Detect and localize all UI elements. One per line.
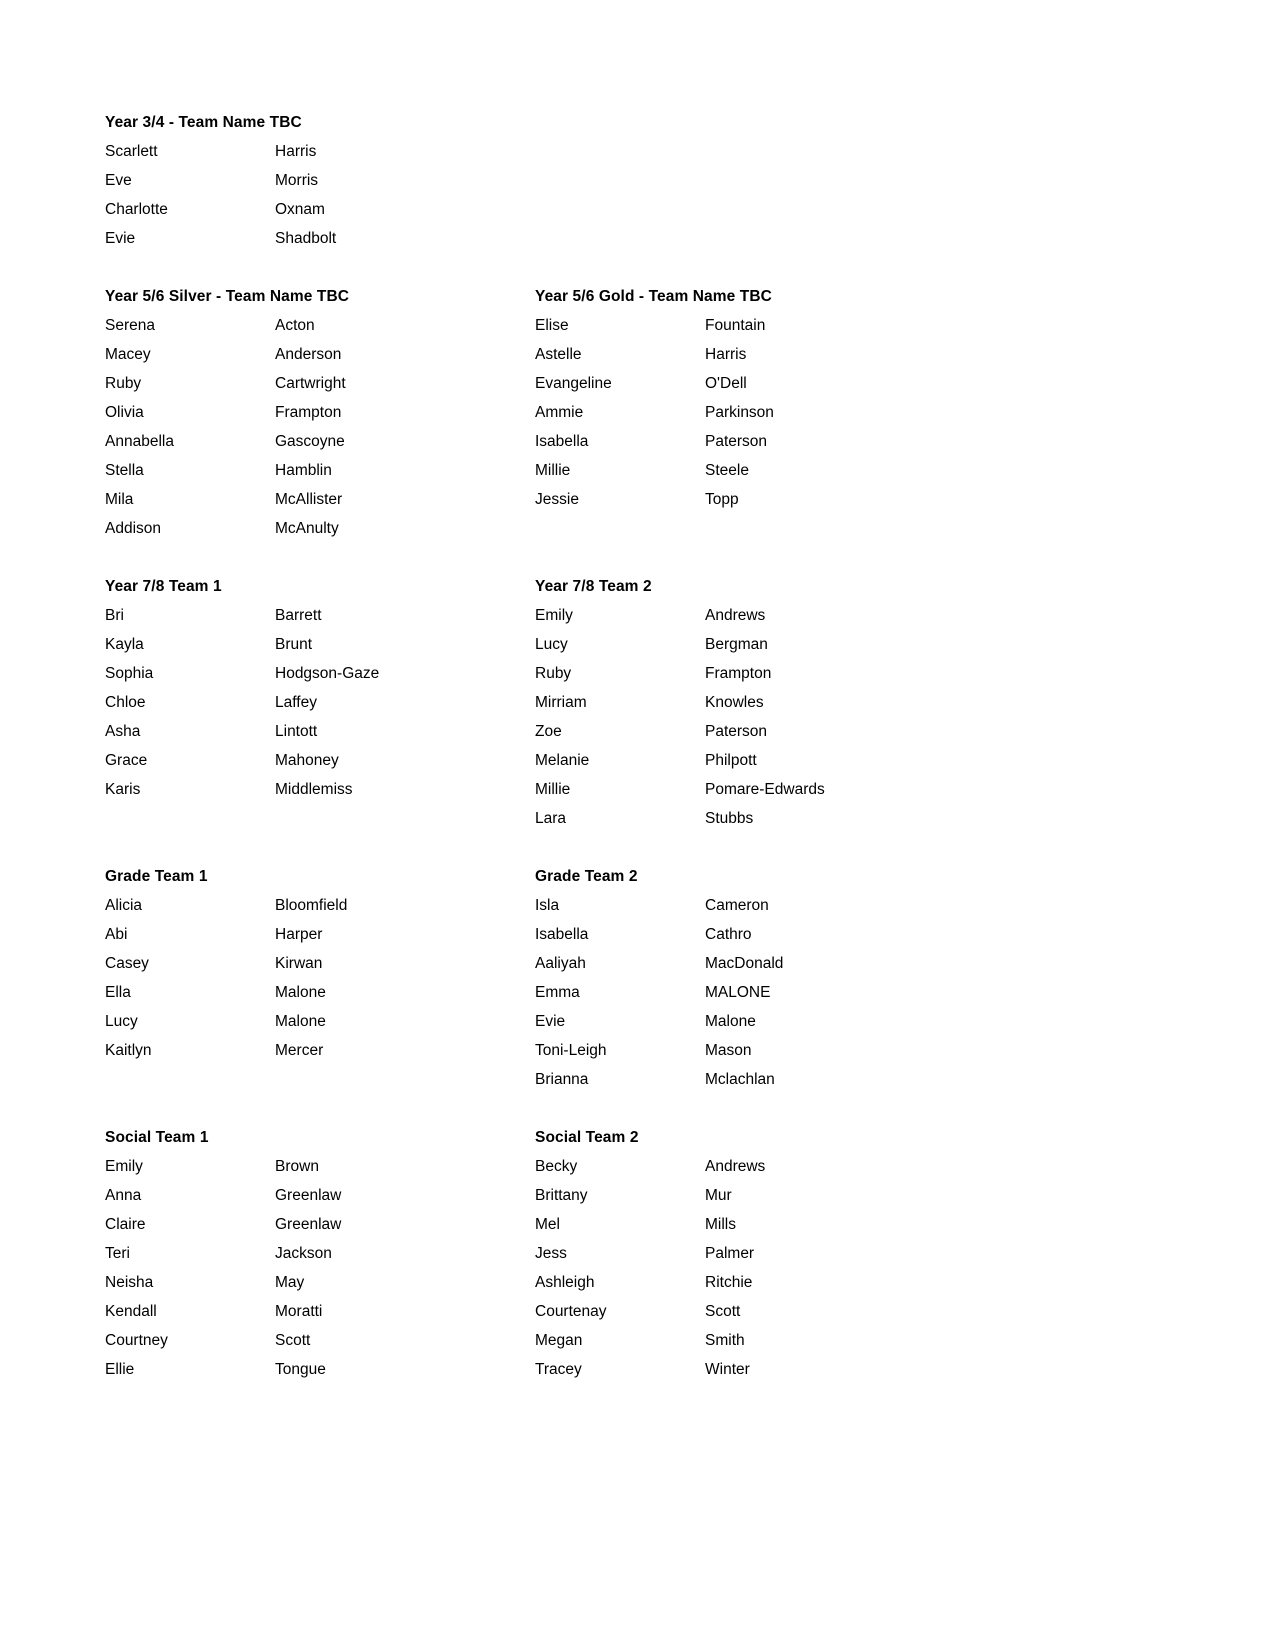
member-first-name: Mel [535,1216,560,1233]
member-row [535,427,965,456]
section-spacer [105,833,1170,862]
member-row [535,949,965,978]
member-row [535,804,965,833]
member-last-name: Mercer [275,1042,324,1059]
member-row [535,978,965,1007]
team-section-row [105,572,1170,833]
team-section-row [105,862,1170,1094]
member-first-name: Neisha [105,1274,154,1291]
member-last-name: Cameron [705,897,769,914]
member-first-name: Sophia [105,665,154,682]
member-first-name: Toni-Leigh [535,1042,607,1059]
member-first-name: Lucy [105,1013,138,1030]
member-last-name: Frampton [275,404,342,421]
member-last-name: Andrews [705,607,766,624]
member-first-name: Asha [105,723,141,740]
team-column-right [535,572,965,833]
team-column-left [105,572,535,804]
member-row [105,891,535,920]
team-column-left [105,282,535,543]
member-last-name: Lintott [275,723,318,740]
member-row [105,1239,535,1268]
team-block [105,282,535,543]
member-row [535,717,965,746]
member-first-name: Abi [105,926,128,943]
member-first-name: Anna [105,1187,142,1204]
member-first-name: Olivia [105,404,144,421]
member-row [105,311,535,340]
member-last-name: Brown [275,1158,319,1175]
team-section-row [105,282,1170,543]
member-first-name: Isla [535,897,560,914]
member-last-name: Morris [275,172,319,189]
member-last-name: Scott [275,1332,311,1349]
member-last-name: McAllister [275,491,343,508]
member-last-name: Pomare-Edwards [705,781,825,798]
member-row [105,1210,535,1239]
team-column-right [535,1123,965,1384]
member-last-name: Middlemiss [275,781,353,798]
member-last-name: Hodgson-Gaze [275,665,380,682]
member-last-name: Paterson [705,723,768,740]
member-first-name: Elise [535,317,569,334]
team-block [105,1123,535,1384]
member-row [105,920,535,949]
member-last-name: Malone [275,1013,326,1030]
team-lists-container [105,108,1170,1384]
member-first-name: Evie [105,230,136,247]
team-block [535,1123,965,1384]
member-row [535,775,965,804]
member-row [105,224,535,253]
member-first-name: Claire [105,1216,146,1233]
member-last-name: Harris [705,346,747,363]
member-first-name: Lucy [535,636,568,653]
member-last-name: Moratti [275,1303,323,1320]
team-title: Year 3/4 - Team Name TBC [105,114,302,131]
member-first-name: Tracey [535,1361,582,1378]
member-last-name: Topp [705,491,739,508]
member-first-name: Brianna [535,1071,589,1088]
member-last-name: Anderson [275,346,342,363]
member-last-name: Shadbolt [275,230,337,247]
member-last-name: Cathro [705,926,752,943]
member-last-name: Barrett [275,607,322,624]
member-first-name: Ashleigh [535,1274,595,1291]
member-row [535,1297,965,1326]
member-first-name: Isabella [535,926,589,943]
member-last-name: Acton [275,317,315,334]
member-first-name: Scarlett [105,143,158,160]
member-last-name: Knowles [705,694,764,711]
member-first-name: Becky [535,1158,578,1175]
member-row [105,1268,535,1297]
member-row [105,630,535,659]
member-row [105,485,535,514]
member-row [535,398,965,427]
team-column-right [535,282,965,514]
member-row [105,978,535,1007]
member-row [535,1036,965,1065]
section-spacer [105,543,1170,572]
member-first-name: Casey [105,955,149,972]
member-row [105,456,535,485]
team-block [105,572,535,804]
member-row [535,1239,965,1268]
team-column-right [535,862,965,1094]
member-row [535,1065,965,1094]
member-row [535,659,965,688]
member-first-name: Ruby [535,665,572,682]
member-row [105,717,535,746]
member-first-name: Emily [105,1158,143,1175]
team-block [535,282,965,514]
member-first-name: Lara [535,810,567,827]
member-first-name: Ammie [535,404,584,421]
member-last-name: Philpott [705,752,757,769]
member-first-name: Jess [535,1245,567,1262]
member-row [105,1297,535,1326]
member-row [105,514,535,543]
member-row [105,369,535,398]
member-last-name: Greenlaw [275,1187,342,1204]
member-row [535,1152,965,1181]
team-block [535,862,965,1094]
member-first-name: Evie [535,1013,566,1030]
member-first-name: Jessie [535,491,579,508]
member-first-name: Astelle [535,346,582,363]
member-last-name: Brunt [275,636,313,653]
member-row [105,659,535,688]
team-block [535,572,965,833]
member-last-name: Greenlaw [275,1216,342,1233]
team-title: Grade Team 2 [535,868,638,885]
member-last-name: Steele [705,462,749,479]
team-title: Social Team 1 [105,1129,209,1146]
member-row [105,1007,535,1036]
member-row [535,485,965,514]
member-row [105,340,535,369]
team-title: Year 5/6 Silver - Team Name TBC [105,288,350,305]
member-first-name: Emma [535,984,580,1001]
member-last-name: Cartwright [275,375,346,392]
member-last-name: Ritchie [705,1274,753,1291]
member-row [535,1210,965,1239]
member-last-name: Gascoyne [275,433,345,450]
member-row [105,195,535,224]
member-row [535,746,965,775]
member-first-name: Alicia [105,897,143,914]
team-title: Year 5/6 Gold - Team Name TBC [535,288,772,305]
team-title: Social Team 2 [535,1129,639,1146]
member-last-name: Laffey [275,694,317,711]
member-row [105,398,535,427]
member-first-name: Isabella [535,433,589,450]
member-row [535,601,965,630]
member-last-name: O'Dell [705,375,747,392]
member-last-name: Malone [275,984,326,1001]
member-row [105,1036,535,1065]
member-last-name: Jackson [275,1245,332,1262]
team-column-left [105,862,535,1065]
member-first-name: Ruby [105,375,142,392]
member-first-name: Chloe [105,694,146,711]
member-last-name: Bloomfield [275,897,348,914]
member-row [105,1355,535,1384]
member-last-name: Harper [275,926,323,943]
member-row [105,601,535,630]
member-first-name: Eve [105,172,132,189]
member-last-name: MacDonald [705,955,784,972]
member-last-name: Tongue [275,1361,326,1378]
member-first-name: Teri [105,1245,130,1262]
team-block [105,108,535,253]
member-row [105,1326,535,1355]
team-block [105,862,535,1065]
member-last-name: McAnulty [275,520,339,537]
member-first-name: Kendall [105,1303,157,1320]
member-first-name: Karis [105,781,141,798]
section-spacer [105,1094,1170,1123]
member-last-name: Bergman [705,636,768,653]
member-first-name: Courtenay [535,1303,607,1320]
member-first-name: Stella [105,462,144,479]
team-section-row [105,108,1170,253]
member-first-name: Mirriam [535,694,587,711]
member-first-name: Charlotte [105,201,168,218]
member-row [535,1355,965,1384]
member-last-name: Mclachlan [705,1071,775,1088]
member-row [535,920,965,949]
member-row [535,311,965,340]
member-last-name: Palmer [705,1245,755,1262]
member-first-name: Courtney [105,1332,168,1349]
member-last-name: Stubbs [705,810,754,827]
member-first-name: Megan [535,1332,583,1349]
member-last-name: Andrews [705,1158,766,1175]
member-last-name: Winter [705,1361,750,1378]
member-first-name: Millie [535,781,571,798]
member-row [105,166,535,195]
member-row [535,891,965,920]
member-row [105,688,535,717]
member-first-name: Evangeline [535,375,612,392]
member-last-name: Parkinson [705,404,774,421]
member-last-name: Fountain [705,317,766,334]
member-first-name: Ellie [105,1361,135,1378]
member-last-name: Malone [705,1013,756,1030]
member-first-name: Grace [105,752,148,769]
member-row [535,1268,965,1297]
section-spacer [105,253,1170,282]
member-last-name: Oxnam [275,201,325,218]
member-last-name: Mahoney [275,752,339,769]
member-first-name: Addison [105,520,162,537]
member-row [105,1181,535,1210]
member-first-name: Annabella [105,433,174,450]
member-last-name: Mills [705,1216,736,1233]
team-title: Year 7/8 Team 2 [535,578,652,595]
member-first-name: Zoe [535,723,562,740]
team-title: Year 7/8 Team 1 [105,578,222,595]
member-first-name: Serena [105,317,155,334]
member-first-name: Ella [105,984,131,1001]
member-first-name: Kayla [105,636,144,653]
member-row [105,949,535,978]
member-first-name: Millie [535,462,571,479]
member-last-name: MALONE [705,984,771,1001]
member-row [105,746,535,775]
member-first-name: Bri [105,607,124,624]
member-row [535,688,965,717]
member-last-name: Mason [705,1042,752,1059]
member-row [105,775,535,804]
member-last-name: Mur [705,1187,732,1204]
member-first-name: Kaitlyn [105,1042,152,1059]
member-last-name: May [275,1274,305,1291]
member-row [535,1007,965,1036]
member-last-name: Scott [705,1303,741,1320]
team-title: Grade Team 1 [105,868,208,885]
member-row [535,630,965,659]
member-last-name: Smith [705,1332,745,1349]
member-row [535,1326,965,1355]
member-last-name: Paterson [705,433,768,450]
member-first-name: Mila [105,491,134,508]
team-section-row [105,1123,1170,1384]
member-first-name: Aaliyah [535,955,586,972]
member-row [535,340,965,369]
member-row [105,1152,535,1181]
member-row [535,456,965,485]
member-row [535,1181,965,1210]
member-last-name: Frampton [705,665,772,682]
member-first-name: Macey [105,346,151,363]
member-first-name: Melanie [535,752,590,769]
member-last-name: Hamblin [275,462,332,479]
member-first-name: Brittany [535,1187,588,1204]
member-first-name: Emily [535,607,573,624]
team-column-left [105,1123,535,1384]
member-row [105,427,535,456]
member-last-name: Kirwan [275,955,323,972]
member-last-name: Harris [275,143,317,160]
team-column-left [105,108,535,253]
member-row [535,369,965,398]
member-row [105,137,535,166]
